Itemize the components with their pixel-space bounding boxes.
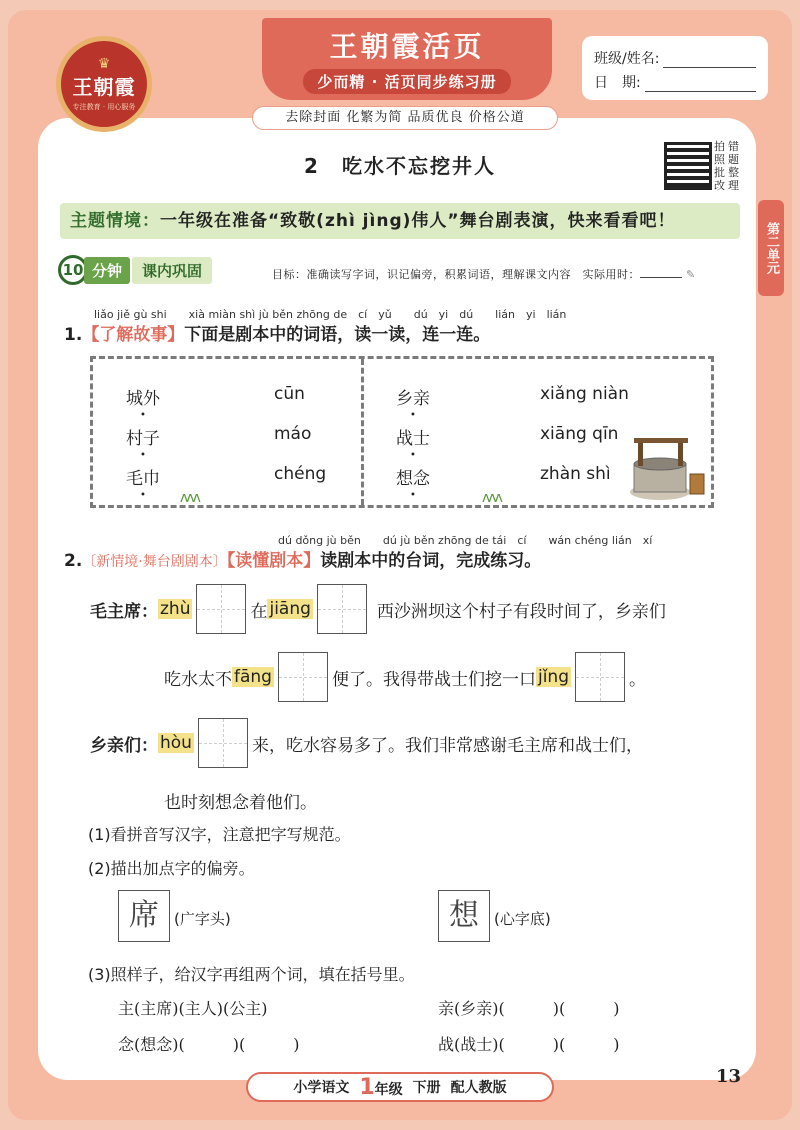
match-pinyin[interactable]: xiǎng niàn [540,384,629,404]
crown-icon: ♛ [97,55,111,72]
theme-bar [60,203,740,239]
answer-grid[interactable] [575,652,625,702]
match-pinyin[interactable]: máo [274,424,312,444]
brand-title: 王朝霞活页 [329,29,485,63]
qr-code-icon[interactable] [664,142,712,190]
q1-text: 下面是剧本中的词语，读一读，连一连。 [184,325,491,345]
slogan: 去除封面 化繁为简 品质优良 价格公道 [252,106,558,130]
footer-edition: 配人教版 [450,1080,507,1096]
q1-heading [64,320,490,345]
q1-tag: 【了解故事】 [82,325,185,345]
date-field[interactable] [645,76,756,92]
q2-tag: 【读懂剧本】 [226,551,321,571]
footer-grade-number: 1 [359,1074,375,1100]
sub-question-1: (1)看拼音写汉字，注意把字写规范。 [88,825,351,844]
page-number: 13 [716,1066,742,1087]
pinyin-prompt: hòu [160,733,192,753]
q2-pre-tag: 〔新情境·舞台剧剧本〕 [82,554,227,570]
word-group-row[interactable]: 念(想念)( )( ) [118,1035,300,1054]
script-text: 便了。我得带战士们挖一口 [331,669,536,690]
theme-label: 主题情境： [70,211,160,231]
qr-label-char: 错 [728,140,739,153]
qr-label-char: 题 [728,153,739,166]
char-hint: (心字底) [494,910,551,928]
speaker-villagers: 乡亲们： [90,735,158,756]
match-word[interactable] [126,384,160,409]
answer-grid[interactable] [317,584,367,634]
lesson-title: 2 吃水不忘挖井人 [304,154,496,178]
class-name-label: 班级/姓名: [594,51,660,67]
match-word-text: 城外 [126,389,160,409]
script-text: 。 [628,669,646,690]
char-hint: (广字头) [174,910,231,928]
match-word-text: 战士 [396,429,430,449]
section-name: 课内巩固 [132,257,212,284]
q1-pinyin: liǎo jiě gù shi xià miàn shì jù běn zhōng de cí yǔ dú yi dú lián yi lián [94,308,567,321]
class-name-field[interactable] [663,52,756,68]
q2-pinyin: dú dǒng jù běn dú jù běn zhōng de tái cí wán chéng lián xí [278,534,653,547]
match-pinyin[interactable]: zhàn shì [540,464,611,484]
sub-question-2: (2)描出加点字的偏旁。 [88,859,255,878]
qr-label-char: 照 [714,153,725,166]
pencil-icon: ✎ [686,268,696,281]
pinyin-prompt: fāng [234,667,272,687]
logo-text: 王朝霞 [72,74,136,99]
brand-subtitle: 少而精 · 活页同步练习册 [303,69,510,94]
q1-number: 1. [64,325,83,345]
script-text: 来，吃水容易多了。我们非常感谢毛主席和战士们， [251,735,643,756]
section-target [272,266,742,282]
match-word-text: 村子 [126,429,160,449]
qr-label-char: 理 [728,179,739,192]
grass-decoration: ᴧᴧᴧ [482,490,501,506]
match-word-text: 毛巾 [126,469,160,489]
script-text: 在 [250,601,268,622]
footer-grade: 年级 [374,1081,403,1098]
qr-label-char: 拍 [714,140,725,153]
word-group-row[interactable]: 战(战士)( )( ) [438,1035,620,1054]
script-text: 西沙洲坝这个村子有段时间了，乡亲们 [376,601,666,622]
brand-banner [262,18,552,100]
class-name-row [594,44,756,68]
match-pinyin[interactable]: cūn [274,384,305,404]
sub-question-3: (3)照样子，给汉字再组两个词，填在括号里。 [88,965,415,984]
match-pinyin[interactable]: chéng [274,464,327,484]
grass-decoration: ᴧᴧᴧ [180,490,199,506]
q2-heading [64,546,541,571]
match-word[interactable] [126,464,160,489]
q2-number: 2. [64,551,83,571]
script-text: 也时刻想念着他们。 [164,793,317,813]
qr-label-char: 批 [714,166,725,179]
trace-char-box[interactable]: 想 [438,890,490,942]
publisher-logo [56,36,152,132]
well-icon [620,434,710,502]
theme-text: 一年级在准备“致敬(zhì jìng)伟人”舞台剧表演，快来看看吧！ [160,211,676,231]
minutes-label: 分钟 [84,257,130,284]
script-line-1 [90,584,666,634]
word-group-row[interactable]: 主(主席)(主人)(公主) [118,999,268,1018]
pinyin-prompt: zhù [160,599,191,619]
pinyin-prompt: jiāng [269,599,311,619]
match-pinyin[interactable]: xiāng qīn [540,424,619,444]
time-used-field[interactable] [640,277,682,278]
script-text: 吃水太不 [164,669,232,690]
qr-label-char: 整 [728,166,739,179]
word-group-row[interactable]: 亲(乡亲)( )( ) [438,999,620,1018]
match-word[interactable] [126,424,160,449]
speaker-mao: 毛主席： [90,601,158,622]
pinyin-prompt: jǐng [537,667,569,687]
answer-grid[interactable] [196,584,246,634]
footer-term: 下册 [412,1080,441,1096]
match-word[interactable] [396,384,430,409]
qr-label [714,140,742,192]
q2-text: 读剧本中的台词，完成练习。 [320,551,542,571]
section-header [58,256,212,284]
student-info-box [582,36,768,100]
matching-divider [361,359,364,505]
match-word[interactable] [396,464,430,489]
logo-subtext: 专注教育 · 用心服务 [72,102,136,111]
well-illustration [620,434,710,502]
trace-char-box[interactable]: 席 [118,890,170,942]
match-word[interactable] [396,424,430,449]
script-line-4 [164,788,317,813]
unit-side-tab: 第二单元 [758,200,784,296]
qr-label-char: 改 [714,179,725,192]
answer-grid[interactable] [198,718,248,768]
match-word-text: 想念 [396,469,430,489]
ten-badge: 10 [58,255,88,285]
script-line-3 [90,718,643,768]
date-row [594,68,756,92]
match-word-text: 乡亲 [396,389,430,409]
date-label: 日 期: [594,75,641,91]
answer-grid[interactable] [278,652,328,702]
footer-badge [246,1072,554,1102]
target-text: 目标：准确读写字词，识记偏旁，积累词语，理解课文内容 实际用时： [272,268,640,281]
script-line-2 [164,652,646,702]
footer-subject: 小学语文 [293,1080,350,1096]
